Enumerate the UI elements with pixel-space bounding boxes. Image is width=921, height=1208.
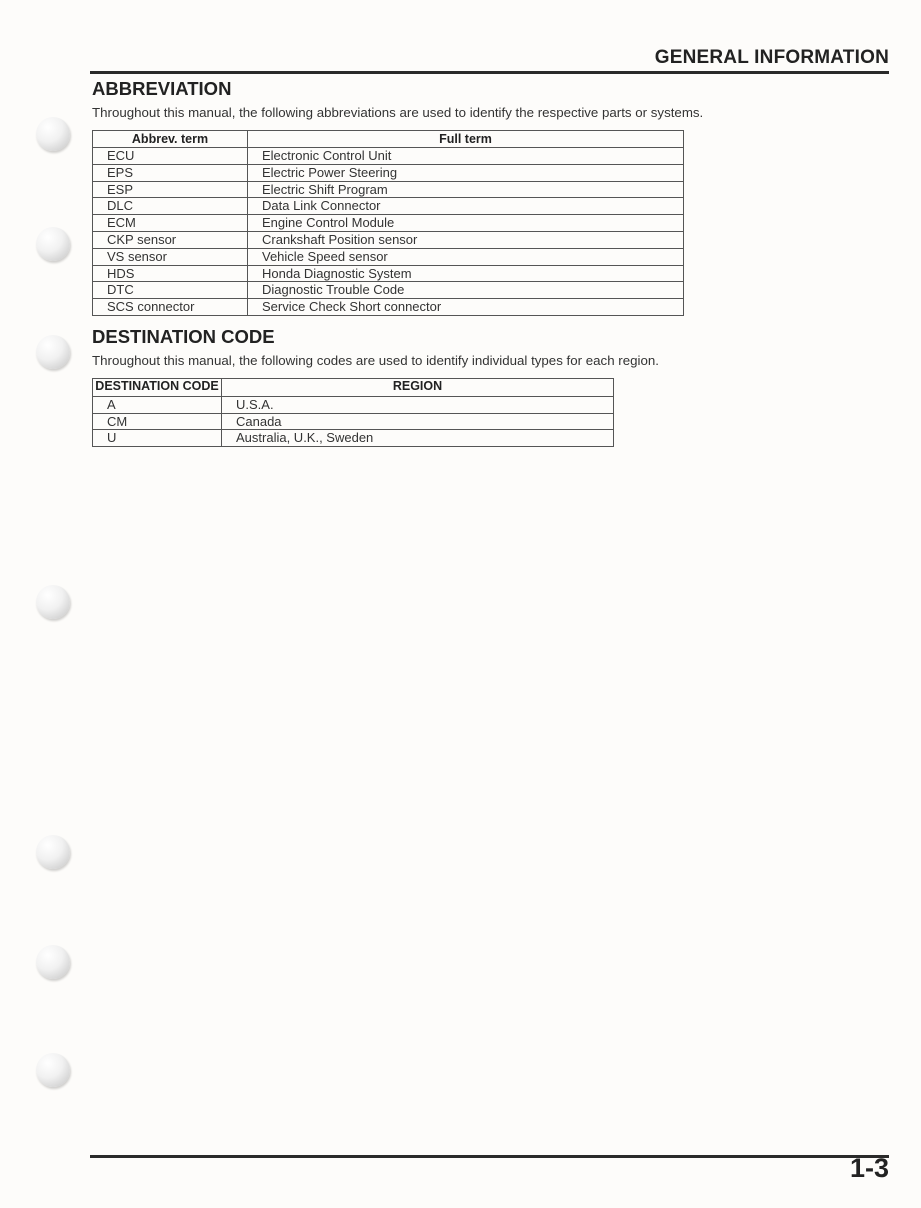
footer-rule: [90, 1155, 889, 1158]
binder-hole: [36, 117, 70, 151]
abbreviation-table: [92, 130, 684, 316]
table-row: [93, 231, 684, 248]
column-header: Full term: [248, 131, 684, 148]
full-term-cell: Data Link Connector: [248, 198, 684, 215]
page-number: 1-3: [849, 1153, 889, 1183]
column-header: DESTINATION CODE: [93, 379, 222, 397]
abbreviation-intro: Throughout this manual, the following abbreviations are used to identify the respective parts or systems.: [92, 105, 704, 120]
table-row: [93, 148, 684, 165]
table-header-row: [93, 379, 614, 397]
full-term-cell: Service Check Short connector: [248, 299, 684, 316]
destination-code-intro: Throughout this manual, the following codes are used to identify individual types for each region.: [92, 353, 659, 368]
full-term-cell: Electronic Control Unit: [248, 148, 684, 165]
full-term-cell: Honda Diagnostic System: [248, 265, 684, 282]
binder-hole: [36, 835, 70, 869]
column-header: Abbrev. term: [93, 131, 248, 148]
table-row: [93, 248, 684, 265]
full-term-cell: Electric Power Steering: [248, 164, 684, 181]
header-rule: [90, 71, 889, 74]
abbrev-cell: ESP: [93, 181, 248, 198]
destination-code-heading: DESTINATION CODE: [92, 326, 275, 347]
abbrev-cell: DTC: [93, 282, 248, 299]
binder-hole: [36, 335, 70, 369]
region-cell: Canada: [222, 413, 614, 430]
abbreviation-heading: ABBREVIATION: [92, 78, 232, 99]
table-row: [93, 198, 684, 215]
destination-code-table: [92, 378, 614, 447]
column-header: REGION: [222, 379, 614, 397]
region-cell: U.S.A.: [222, 396, 614, 413]
table-row: [93, 282, 684, 299]
abbrev-cell: DLC: [93, 198, 248, 215]
abbrev-cell: SCS connector: [93, 299, 248, 316]
table-row: [93, 215, 684, 232]
table-row: [93, 413, 614, 430]
table-header-row: [93, 131, 684, 148]
full-term-cell: Vehicle Speed sensor: [248, 248, 684, 265]
destination-code-cell: CM: [93, 413, 222, 430]
destination-code-cell: A: [93, 396, 222, 413]
full-term-cell: Diagnostic Trouble Code: [248, 282, 684, 299]
abbrev-cell: HDS: [93, 265, 248, 282]
destination-code-cell: U: [93, 430, 222, 447]
table-row: [93, 181, 684, 198]
table-row: [93, 164, 684, 181]
binder-hole: [36, 1053, 70, 1087]
table-row: [93, 299, 684, 316]
table-row: [93, 430, 614, 447]
abbrev-cell: ECU: [93, 148, 248, 165]
binder-hole: [36, 945, 70, 979]
region-cell: Australia, U.K., Sweden: [222, 430, 614, 447]
full-term-cell: Engine Control Module: [248, 215, 684, 232]
abbrev-cell: ECM: [93, 215, 248, 232]
abbrev-cell: VS sensor: [93, 248, 248, 265]
table-row: [93, 265, 684, 282]
full-term-cell: Electric Shift Program: [248, 181, 684, 198]
full-term-cell: Crankshaft Position sensor: [248, 231, 684, 248]
abbrev-cell: EPS: [93, 164, 248, 181]
abbrev-cell: CKP sensor: [93, 231, 248, 248]
binder-hole: [36, 585, 70, 619]
table-row: [93, 396, 614, 413]
page-header-title: GENERAL INFORMATION: [654, 47, 889, 68]
binder-hole: [36, 227, 70, 261]
